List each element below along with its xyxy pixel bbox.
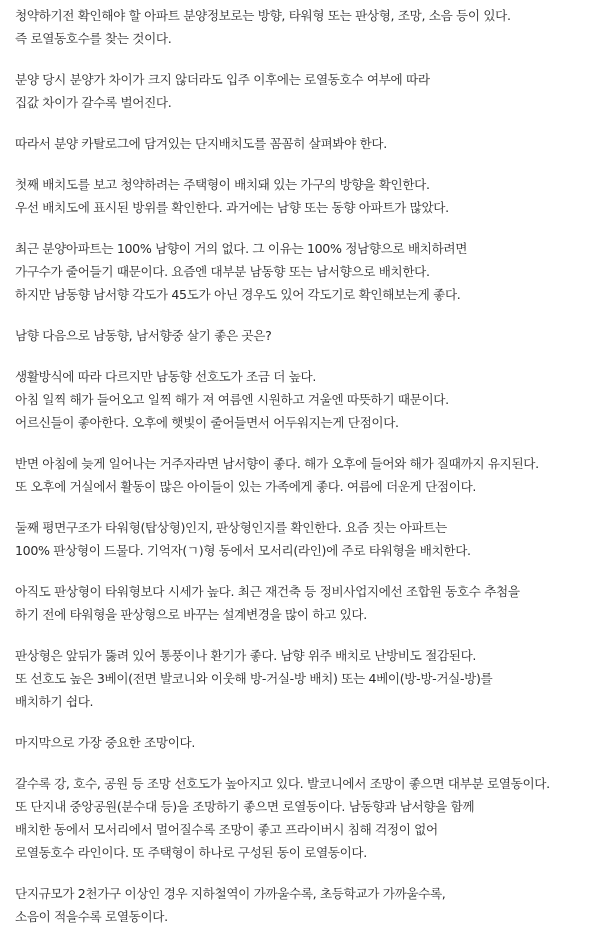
text-line: 아직도 판상형이 타워형보다 시세가 높다. 최근 재건축 등 정비사업지에선 조합원 동호수 추첨을 xyxy=(15,584,520,599)
text-line: 최근 분양아파트는 100% 남향이 거의 없다. 그 이유는 100% 정남향으로 배치하려면 xyxy=(15,241,468,256)
paragraph xyxy=(15,173,585,219)
text-line: 어르신들이 좋아한다. 오후에 햇빛이 줄어들면서 어두워지는게 단점이다. xyxy=(15,415,399,430)
text-line: 가구수가 줄어들기 때문이다. 요즘엔 대부분 남동향 또는 남서향으로 배치한다. xyxy=(15,264,430,279)
text-line: 또 오후에 거실에서 활동이 많은 아이들이 있는 가족에게 좋다. 여름에 더운게 단점이다. xyxy=(15,479,477,494)
text-line: 배치하기 쉽다. xyxy=(15,694,94,709)
paragraph xyxy=(15,132,585,155)
text-line: 즉 로열동호수를 찾는 것이다. xyxy=(15,31,172,46)
paragraph xyxy=(15,516,585,562)
paragraph xyxy=(15,772,585,864)
paragraph xyxy=(15,4,585,50)
text-line: 판상형은 앞뒤가 뚫려 있어 통풍이나 환기가 좋다. 남향 위주 배치로 난방비도 절감된다. xyxy=(15,648,477,663)
paragraph xyxy=(15,365,585,434)
text-line: 우선 배치도에 표시된 방위를 확인한다. 과거에는 남향 또는 동향 아파트가 많았다. xyxy=(15,200,449,215)
text-line: 또 선호도 높은 3베이(전면 발코니와 이웃해 방-거실-방 배치) 또는 4베이(방-방-거실-방)를 xyxy=(15,671,493,686)
text-line: 배치한 동에서 모서리에서 멀어질수록 조망이 좋고 프라이버시 침해 걱정이 없어 xyxy=(15,822,438,837)
text-line: 둘째 평면구조가 타워형(탑상형)인지, 판상형인지를 확인한다. 요즘 짓는 아파트는 xyxy=(15,520,447,535)
text-line: 하지만 남동향 남서향 각도가 45도가 아닌 경우도 있어 각도기로 확인해보는게 좋다. xyxy=(15,287,461,302)
text-line: 첫째 배치도를 보고 청약하려는 주택형이 배치돼 있는 가구의 방향을 확인한다. xyxy=(15,177,430,192)
paragraph xyxy=(15,237,585,306)
text-line: 남향 다음으로 남동향, 남서향중 살기 좋은 곳은? xyxy=(15,328,272,343)
paragraph xyxy=(15,580,585,626)
text-line: 생활방식에 따라 다르지만 남동향 선호도가 조금 더 높다. xyxy=(15,369,316,384)
text-line: 마지막으로 가장 중요한 조망이다. xyxy=(15,735,196,750)
text-line: 단지규모가 2천가구 이상인 경우 지하철역이 가까울수록, 초등학교가 가까울수록, xyxy=(15,886,446,901)
text-line: 100% 판상형이 드물다. 기억자(ㄱ)형 동에서 모서리(라인)에 주로 타워형을 배치한다. xyxy=(15,543,471,558)
text-line: 갈수록 강, 호수, 공원 등 조망 선호도가 높아지고 있다. 발코니에서 조망이 좋으면 대부분 로열동이다. xyxy=(15,776,550,791)
paragraph xyxy=(15,452,585,498)
text-line: 또 단지내 중앙공원(분수대 등)을 조망하기 좋으면 로열동이다. 남동향과 남서향을 함께 xyxy=(15,799,475,814)
text-line: 하기 전에 타워형을 판상형으로 바꾸는 설계변경을 많이 하고 있다. xyxy=(15,607,367,622)
text-line: 반면 아침에 늦게 일어나는 거주자라면 남서향이 좋다. 해가 오후에 들어와 해가 질때까지 유지된다. xyxy=(15,456,539,471)
text-line: 로열동호수 라인이다. 또 주택형이 하나로 구성된 동이 로열동이다. xyxy=(15,845,367,860)
paragraph xyxy=(15,882,585,928)
paragraph xyxy=(15,68,585,114)
text-line: 소음이 적을수록 로열동이다. xyxy=(15,909,168,924)
text-line: 청약하기전 확인해야 할 아파트 분양정보로는 방향, 타워형 또는 판상형, 조망, 소음 등이 있다. xyxy=(15,8,511,23)
paragraph xyxy=(15,324,585,347)
paragraph xyxy=(15,731,585,754)
paragraph xyxy=(15,644,585,713)
article-body xyxy=(15,4,585,946)
text-line: 따라서 분양 카탈로그에 담겨있는 단지배치도를 꼼꼼히 살펴봐야 한다. xyxy=(15,136,387,151)
text-line: 집값 차이가 갈수록 벌어진다. xyxy=(15,95,172,110)
text-line: 아침 일찍 해가 들어오고 일찍 해가 져 여름엔 시원하고 겨울엔 따뜻하기 때문이다. xyxy=(15,392,449,407)
text-line: 분양 당시 분양가 차이가 크지 않더라도 입주 이후에는 로열동호수 여부에 따라 xyxy=(15,72,430,87)
